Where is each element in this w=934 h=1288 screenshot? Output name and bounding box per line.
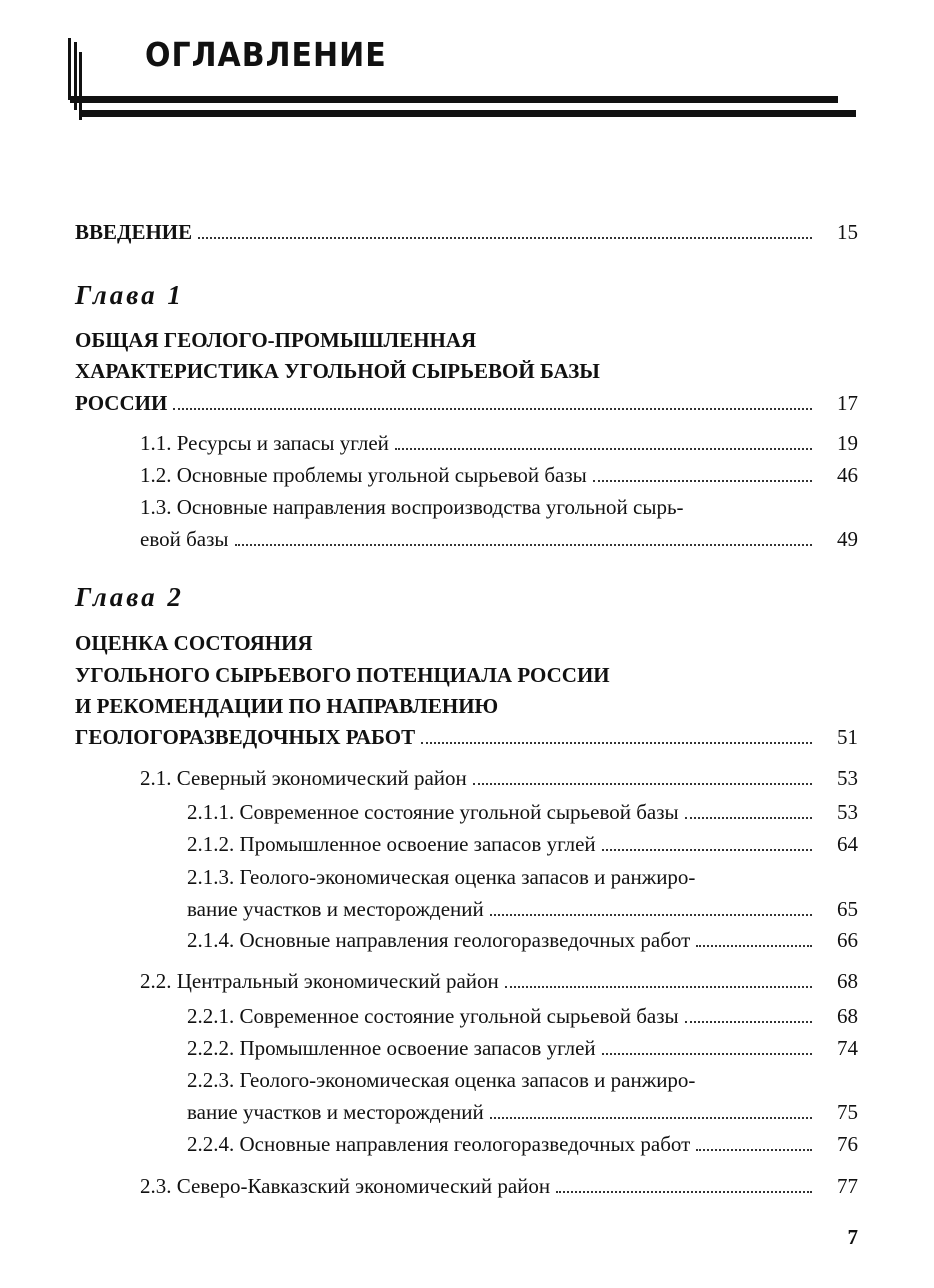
toc-entry: [187, 1100, 858, 1128]
toc-entry: [187, 897, 858, 925]
dot-leader: [421, 742, 812, 744]
entry-text: 2.2.4. Основные направления геологоразведочных работ: [187, 1132, 691, 1156]
dot-leader: [395, 448, 812, 450]
entry-text: ВВЕДЕНИЕ: [75, 220, 193, 244]
entry-page: 53: [837, 800, 858, 824]
dot-leader: [173, 408, 812, 410]
page-number: 7: [847, 1225, 858, 1249]
entry-page: 65: [837, 897, 858, 921]
dot-leader: [685, 1021, 812, 1023]
entry-text: 1.1. Ресурсы и запасы углей: [140, 431, 389, 455]
entry-text: вание участков и месторождений: [187, 897, 484, 921]
dot-leader: [696, 945, 812, 947]
entry-text: РОССИИ: [75, 391, 168, 415]
entry-text: 2.1.4. Основные направления геологоразведочных работ: [187, 928, 691, 952]
chapter-title-line: ХАРАКТЕРИСТИКА УГОЛЬНОЙ СЫРЬЕВОЙ БАЗЫ: [75, 359, 600, 383]
dot-leader: [556, 1191, 812, 1193]
entry-page: 74: [837, 1036, 858, 1060]
chapter-title-line: ОБЩАЯ ГЕОЛОГО-ПРОМЫШЛЕННАЯ: [75, 328, 477, 352]
toc-entry: [140, 1174, 858, 1202]
decor-line: [68, 38, 71, 100]
toc-entry-chapter1: [75, 391, 858, 419]
page-title: ОГЛАВЛЕНИЕ: [145, 36, 387, 75]
dot-leader: [685, 817, 812, 819]
entry-page: 19: [837, 431, 858, 455]
entry-text-line: 1.3. Основные направления воспроизводства угольной сырь-: [140, 495, 684, 519]
dot-leader: [235, 544, 813, 546]
dot-leader: [602, 1053, 812, 1055]
entry-text: 2.3. Северо-Кавказский экономический район: [140, 1174, 551, 1198]
chapter-label: Глава 1: [75, 280, 184, 310]
dot-leader: [198, 237, 812, 239]
entry-text: 2.2.2. Промышленное освоение запасов углей: [187, 1036, 596, 1060]
entry-text-line: 2.2.3. Геолого-экономическая оценка запасов и ранжиро-: [187, 1068, 696, 1092]
chapter-title-line: УГОЛЬНОГО СЫРЬЕВОГО ПОТЕНЦИАЛА РОССИИ: [75, 663, 610, 687]
entry-page: 68: [837, 1004, 858, 1028]
chapter-title-line: ОЦЕНКА СОСТОЯНИЯ: [75, 631, 313, 655]
toc-entry-chapter2: [75, 725, 858, 753]
entry-page: 15: [837, 220, 858, 244]
entry-text: ГЕОЛОГОРАЗВЕДОЧНЫХ РАБОТ: [75, 725, 416, 749]
entry-text: евой базы: [140, 527, 229, 551]
entry-page: 68: [837, 969, 858, 993]
toc-entry: [140, 463, 858, 491]
toc-entry: [140, 766, 858, 794]
entry-page: 76: [837, 1132, 858, 1156]
entry-text: 1.2. Основные проблемы угольной сырьевой базы: [140, 463, 587, 487]
dot-leader: [593, 480, 812, 482]
entry-page: 53: [837, 766, 858, 790]
entry-text: 2.2. Центральный экономический район: [140, 969, 499, 993]
entry-page: 77: [837, 1174, 858, 1198]
entry-page: 66: [837, 928, 858, 952]
decor-line: [80, 110, 856, 117]
toc-entry-intro: [75, 220, 858, 248]
dot-leader: [505, 986, 812, 988]
toc-entry: [187, 832, 858, 860]
entry-text: 2.1.1. Современное состояние угольной сырьевой базы: [187, 800, 679, 824]
entry-page: 46: [837, 463, 858, 487]
toc-entry: [140, 969, 858, 997]
dot-leader: [490, 914, 812, 916]
entry-page: 17: [837, 391, 858, 415]
toc-entry: [187, 1004, 858, 1032]
dot-leader: [602, 849, 812, 851]
toc-entry: [187, 800, 858, 828]
dot-leader: [696, 1149, 812, 1151]
dot-leader: [473, 783, 812, 785]
entry-page: 49: [837, 527, 858, 551]
chapter-title-line: И РЕКОМЕНДАЦИИ ПО НАПРАВЛЕНИЮ: [75, 694, 499, 718]
toc-entry: [187, 928, 858, 956]
toc-entry: [187, 1132, 858, 1160]
entry-text-line: 2.1.3. Геолого-экономическая оценка запасов и ранжиро-: [187, 865, 696, 889]
entry-text: 2.1. Северный экономический район: [140, 766, 467, 790]
entry-page: 51: [837, 725, 858, 749]
toc-entry: [140, 527, 858, 555]
entry-text: вание участков и месторождений: [187, 1100, 484, 1124]
toc-entry: [140, 431, 858, 459]
dot-leader: [490, 1117, 812, 1119]
chapter-label: Глава 2: [75, 582, 184, 612]
entry-page: 64: [837, 832, 858, 856]
toc-entry: [187, 1036, 858, 1064]
decor-line: [70, 96, 838, 103]
entry-text: 2.1.2. Промышленное освоение запасов углей: [187, 832, 596, 856]
entry-text: 2.2.1. Современное состояние угольной сырьевой базы: [187, 1004, 679, 1028]
entry-page: 75: [837, 1100, 858, 1124]
